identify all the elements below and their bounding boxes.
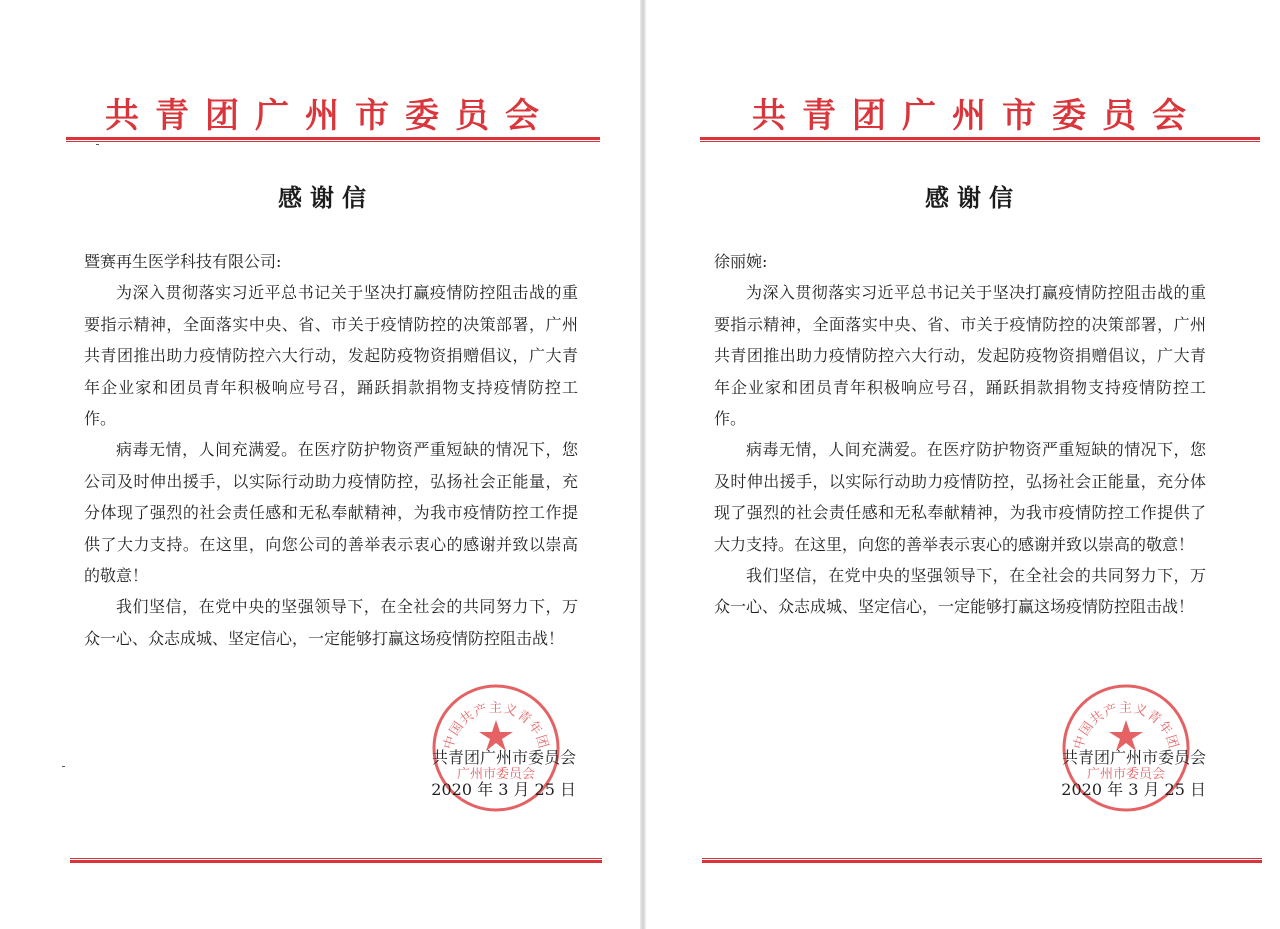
seal-inner-text: 广州市委员会 [1086, 767, 1166, 782]
footer-red-rule [702, 858, 1262, 863]
signature-block [1030, 742, 1206, 806]
paragraph-3: 我们坚信，在党中央的坚强领导下，在全社会的共同努力下，万众一心、众志成城、坚定信心，一定能够打赢这场疫情防控阻击战！ [84, 597, 578, 648]
paragraph-2: 病毒无情，人间充满爱。在医疗防护物资严重短缺的情况下，您及时伸出援手，以实际行动助力疫情防控，弘扬社会正能量，充分体现了强烈的社会责任感和无私奉献精神，为我市疫情防控工作提供了大力支持。在这里，向您的善举表示衷心的感谢并致以崇高的敬意！ [714, 440, 1206, 554]
seal-inner-text: 广州市委员会 [456, 767, 536, 782]
signature-block [400, 742, 576, 806]
letterhead-title: 共青团广州市委员会 [105, 96, 555, 136]
letter-body [714, 246, 1206, 623]
signature-date: 2020 年 3 月 25 日 [1061, 780, 1206, 799]
paragraph-1: 为深入贯彻落实习近平总书记关于坚决打赢疫情防控阻击战的重要指示精神，全面落实中央、省、市关于疫情防控的决策部署，广州共青团推出助力疫情防控六大行动，发起防疫物资捐赠倡议，广大青年企业家和团员青年积极响应号召，踊跃捐款捐物支持疫情防控工作。 [84, 283, 578, 429]
letterhead-red-rule [66, 137, 600, 142]
scan-speck [96, 144, 99, 145]
signature-organization: 共青团广州市委员会 [431, 748, 576, 767]
salutation: 暨赛再生医学科技有限公司: [84, 252, 282, 271]
footer-red-rule [70, 858, 602, 863]
letter-title: 感谢信 [278, 183, 374, 212]
letter-page-right [646, 0, 1280, 929]
seal-outer-text: 中国共产主义青年团 [1071, 701, 1181, 752]
seal-outer-text: 中国共产主义青年团 [441, 701, 551, 752]
letter-body [84, 246, 578, 654]
signature-organization: 共青团广州市委员会 [1061, 748, 1206, 767]
salutation: 徐丽婉: [714, 252, 768, 271]
scan-speck [62, 766, 65, 767]
paragraph-2: 病毒无情，人间充满爱。在医疗防护物资严重短缺的情况下，您公司及时伸出援手，以实际行动助力疫情防控，弘扬社会正能量，充分体现了强烈的社会责任感和无私奉献精神，为我市疫情防控工作提供了大力支持。在这里，向您公司的善举表示衷心的感谢并致以崇高的敬意！ [84, 440, 578, 586]
signature-date: 2020 年 3 月 25 日 [431, 780, 576, 799]
letter-title: 感谢信 [925, 183, 1021, 212]
paragraph-3: 我们坚信，在党中央的坚强领导下，在全社会的共同努力下，万众一心、众志成城、坚定信心，一定能够打赢这场疫情防控阻击战！ [714, 566, 1206, 617]
paragraph-1: 为深入贯彻落实习近平总书记关于坚决打赢疫情防控阻击战的重要指示精神，全面落实中央、省、市关于疫情防控的决策部署，广州共青团推出助力疫情防控六大行动，发起防疫物资捐赠倡议，广大青年企业家和团员青年积极响应号召，踊跃捐款捐物支持疫情防控工作。 [714, 283, 1206, 429]
letterhead-red-rule [700, 137, 1260, 142]
letterhead-title: 共青团广州市委员会 [752, 96, 1202, 136]
